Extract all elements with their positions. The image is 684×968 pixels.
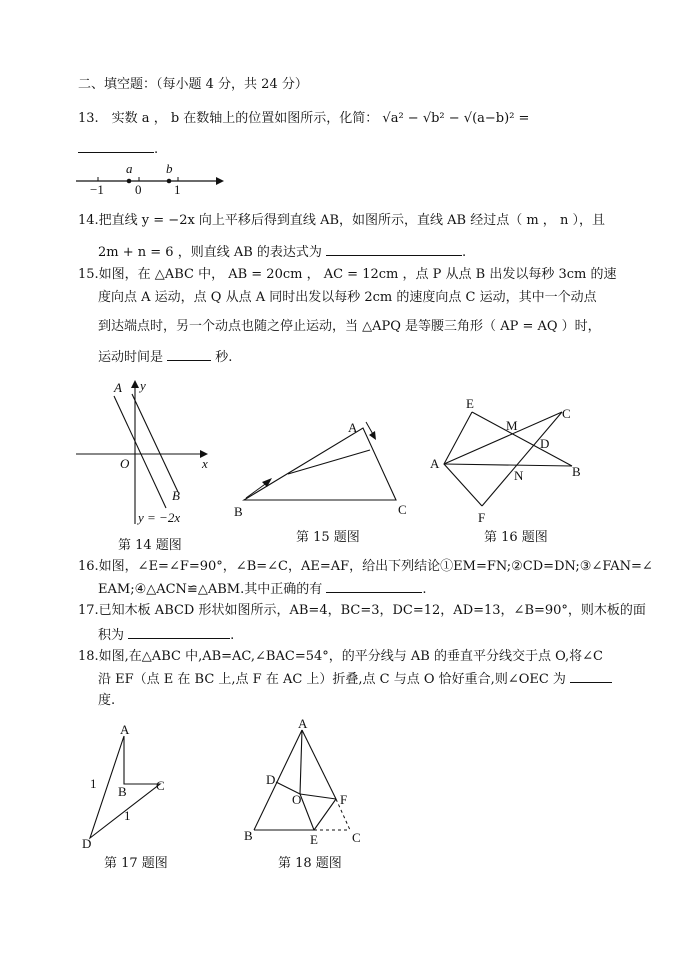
fig18-caption: 第 18 题图	[278, 856, 342, 871]
fig17-label-c: C	[156, 778, 165, 793]
segment-of	[300, 794, 336, 799]
fig16-figure	[426, 396, 596, 528]
line-y-minus-2x	[132, 394, 178, 492]
fig18-label-d: D	[266, 772, 276, 787]
y-axis-arrow	[131, 380, 139, 388]
fig15-label-b: B	[234, 504, 243, 519]
q17-answer-blank[interactable]	[128, 626, 230, 639]
segment-oe	[300, 794, 314, 830]
fig16-label-b: B	[572, 464, 581, 479]
q18-answer-blank[interactable]	[570, 670, 612, 683]
segment-ab	[444, 464, 572, 466]
sides-ae-af	[444, 412, 482, 506]
segment-pq	[288, 450, 370, 474]
fig18-label-c: C	[352, 830, 361, 845]
q14-line2	[98, 243, 466, 262]
segment-eb	[472, 412, 572, 466]
fig17-quadrilateral	[78, 722, 178, 852]
q15-line4	[98, 348, 232, 367]
q18-line1: 18.如图,在△ABC 中,AB=AC,∠BAC=54°，的平分线与 AB 的垂直平分线交于点 O,将∠C	[78, 649, 603, 664]
q18-line2	[98, 670, 612, 689]
q18-line3: 度.	[98, 693, 116, 708]
fig17-label-one-right: 1	[124, 808, 131, 823]
fig16-label-a: A	[430, 456, 440, 471]
q15-line4-text: 运动时间是	[98, 350, 164, 365]
fold-ef	[314, 799, 336, 830]
label-minus-one: −1	[90, 182, 104, 197]
fig17-label-b: B	[118, 784, 127, 799]
fig18-label-a: A	[298, 716, 308, 731]
fig18-triangle	[236, 716, 366, 850]
q13-number-line	[72, 160, 232, 198]
fig18-label-o: O	[292, 792, 302, 807]
q15-unit: 秒.	[215, 350, 233, 365]
fig16-label-e: E	[466, 396, 474, 411]
triangle-abc	[244, 428, 396, 500]
q14-line2-text: 2m + n = 6 ，则直线 AB 的表达式为	[98, 245, 322, 260]
section-heading: 二、填空题：（每小题 4 分，共 24 分）	[78, 77, 308, 92]
fig14-label-eq: y = −2x	[138, 510, 181, 525]
q16-line2	[98, 580, 427, 599]
q16-end: .	[422, 582, 427, 597]
q15-answer-blank[interactable]	[167, 348, 211, 361]
fig17-label-a: A	[120, 722, 130, 737]
fig16-label-n: N	[514, 468, 524, 483]
label-b: b	[166, 161, 173, 176]
q17-line1: 17.已知木板 ABCD 形状如图所示，AB=4，BC=3，DC=12，AD=13，∠B=90°，则木板的面	[78, 603, 646, 618]
side-af	[302, 730, 336, 799]
fig14-label-x: x	[202, 456, 208, 471]
q16-line2-text: EAM;④△ACN≌△ABM.其中正确的有	[98, 582, 323, 597]
fig16-label-c: C	[562, 406, 571, 421]
fig15-triangle	[228, 414, 418, 524]
side-ab	[254, 730, 302, 830]
label-a: a	[126, 161, 133, 176]
fig18-label-e: E	[310, 832, 318, 847]
fig14-caption: 第 14 题图	[118, 538, 182, 553]
point-a	[127, 179, 132, 184]
fig16-caption: 第 16 题图	[484, 530, 548, 545]
fig16-label-f: F	[478, 510, 486, 525]
fig18-label-f: F	[340, 792, 348, 807]
q13-prompt: 13. 实数 a ， b 在数轴上的位置如图所示，化简：	[78, 111, 379, 126]
arrow-q-head	[369, 431, 376, 440]
q17-line2	[98, 626, 234, 645]
q15-line1: 15.如图，在 △ABC 中， AB = 20cm ， AC = 12cm ，点 P 从点 B 出发以每秒 3cm 的速	[78, 267, 617, 282]
q16-line1: 16.如图，∠E=∠F=90°，∠B=∠C，AE=AF，给出下列结论①EM=FN;②CD=DN;③∠FAN=∠	[78, 559, 653, 574]
q14-end: .	[462, 245, 467, 260]
q13-answer-blank[interactable]	[78, 140, 154, 153]
fig17-label-d: D	[82, 836, 92, 851]
q14-answer-blank[interactable]	[326, 243, 462, 256]
number-line-arrow	[216, 177, 224, 185]
q15-line2: 度向点 A 运动，点 Q 从点 A 同时出发以每秒 2cm 的速度向点 C 运动，其中一个动点	[98, 290, 597, 305]
fig15-caption: 第 15 题图	[296, 530, 360, 545]
q13-answer-line: .	[78, 140, 158, 159]
fig14-label-b: B	[172, 488, 180, 503]
q16-answer-blank[interactable]	[326, 580, 422, 593]
segment-fc	[482, 412, 562, 506]
q17-line2-text: 积为	[98, 628, 125, 643]
fig17-label-one-left: 1	[90, 776, 97, 791]
fig14-label-o: O	[120, 456, 130, 471]
q18-line2-text: 沿 EF（点 E 在 BC 上,点 F 在 AC 上）折叠,点 C 与点 O 恰好重合,则∠OEC 为	[98, 672, 566, 687]
q13-expression: √a² − √b² − √(a−b)² =	[382, 111, 530, 126]
label-one: 1	[174, 182, 181, 197]
q17-end: .	[230, 628, 235, 643]
fig18-label-b: B	[244, 828, 253, 843]
q15-line3: 到达端点时，另一个动点也随之停止运动，当 △APQ 是等腰三角形（ AP = AQ ）时，	[98, 319, 601, 334]
fig16-label-d: D	[540, 436, 550, 451]
q13-text	[78, 110, 529, 128]
q14-line1: 14.把直线 y = −2x 向上平移后得到直线 AB，如图所示，直线 AB 经过点（ m ， n ），且	[78, 213, 605, 228]
fig15-label-c: C	[398, 502, 407, 517]
bisector-ao	[300, 730, 302, 794]
label-zero: 0	[135, 182, 142, 197]
fig16-label-m: M	[506, 418, 518, 433]
fig17-caption: 第 17 题图	[104, 856, 168, 871]
fig15-label-a: A	[348, 420, 358, 435]
fig14-graph	[74, 376, 224, 526]
line-ab	[114, 396, 166, 508]
point-b	[167, 179, 172, 184]
fig14-label-a: A	[114, 380, 122, 395]
fig14-label-y: y	[140, 378, 146, 393]
